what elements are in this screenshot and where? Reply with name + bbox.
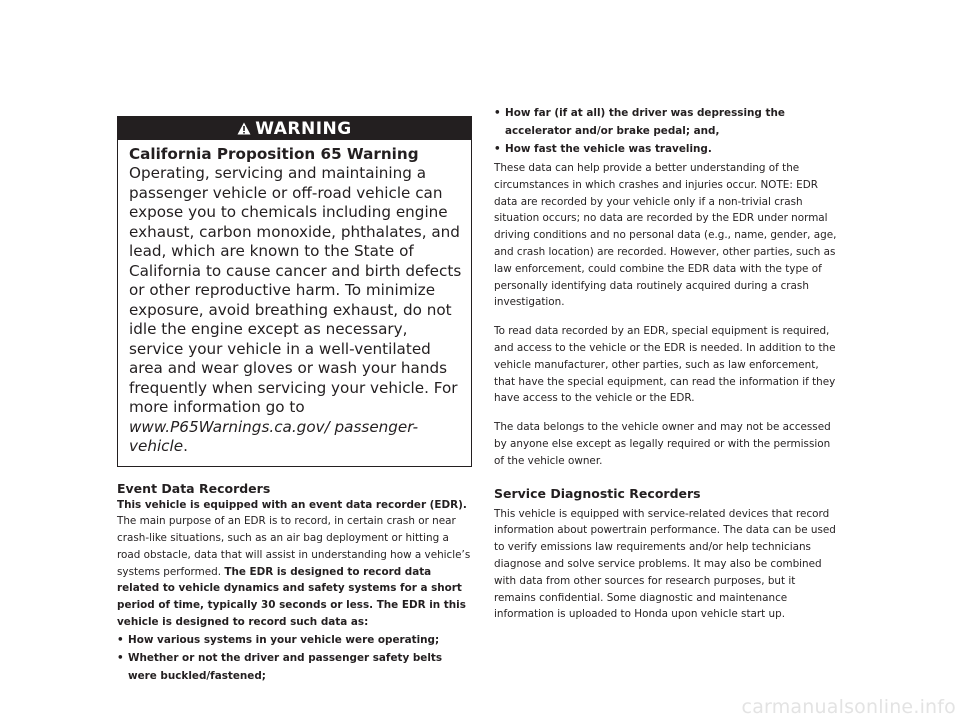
warning-header-label: WARNING <box>255 118 352 139</box>
left-column <box>117 116 472 685</box>
edr-bullets-right <box>494 104 839 158</box>
edr-paragraph-2: To read data recorded by an EDR, special equipment is required, and access to the vehicle or the EDR is needed. In addition to the vehicle manufacturer, other parties, such as law enforcement, that have the special equipment, can read the information if they have access to the vehicle or the EDR. <box>494 325 836 405</box>
edr-intro-bold: This vehicle is equipped with an event data recorder (EDR). <box>117 498 467 511</box>
list-item: • How far (if at all) the driver was depressing the accelerator and/or brake pedal; and, <box>494 104 839 140</box>
warning-text-main: Operating, servicing and maintaining a passenger vehicle or off-road vehicle can expose you to chemicals including engine exhaust, carbon monoxide, phthalates, and lead, which are known to the State of California to cause cancer and birth defects or other reproductive harm. To minimize exposure, avoid breathing exhaust, do not idle the engine except as necessary, service your vehicle in a well-ventilated area and wear gloves or wash your hands frequently when servicing your vehicle. For more information go to <box>129 164 462 416</box>
list-item: • How fast the vehicle was traveling. <box>494 140 839 158</box>
warning-period: . <box>183 437 188 455</box>
edr-intro-text: The main purpose of an EDR is to record, in certain crash or near crash-like situations, such as an air bag deployment or hitting a road obstacle, data that will assist in understanding how a vehicle’s systems performed. <box>117 515 471 578</box>
edr-heading: Event Data Recorders <box>117 480 271 496</box>
warning-header <box>118 117 471 140</box>
watermark: carmanualsonline.info <box>741 696 956 718</box>
edr-intro-bold2: The EDR is designed to record data related to vehicle dynamics and safety systems for a short period of time, typically 30 seconds or less. The EDR in this vehicle is designed to record such data as: <box>117 565 466 629</box>
warning-title: California Proposition 65 Warning <box>129 145 419 163</box>
warning-box <box>117 116 472 467</box>
warning-body <box>118 140 471 466</box>
sdr-paragraph: This vehicle is equipped with service-related devices that record information about powertrain performance. The data can be used to verify emissions law requirements and/or help technicians diagnose and solve service problems. It may also be combined with data from other sources for research purposes, but it remains confidential. Some diagnostic and maintenance information is uploaded to Honda upon vehicle start up. <box>494 507 836 621</box>
edr-paragraph-1: These data can help provide a better understanding of the circumstances in which crashes and injuries occur. NOTE: EDR data are recorded by your vehicle only if a non-trivial crash situation occurs; no data are recorded by the EDR under normal driving conditions and no personal data (e.g., name, gender, age, and crash location) are recorded. However, other parties, such as law enforcement, could combine the EDR data with the type of personally identifying data routinely acquired during a crash investigation. <box>494 162 837 309</box>
warning-link: www.P65Warnings.ca.gov/ passenger-vehicle <box>129 417 419 455</box>
edr-bullets-left <box>117 631 472 685</box>
list-item: • Whether or not the driver and passenger safety belts were buckled/fastened; <box>117 649 472 685</box>
sdr-heading: Service Diagnostic Recorders <box>494 485 701 501</box>
right-column <box>494 104 839 635</box>
list-item: • How various systems in your vehicle were operating; <box>117 631 472 649</box>
edr-paragraph-3: The data belongs to the vehicle owner and may not be accessed by anyone else except as legally required or with the permission of the vehicle owner. <box>494 421 831 467</box>
warning-text <box>129 164 464 457</box>
edr-intro <box>117 497 472 631</box>
warning-triangle-icon <box>237 122 251 135</box>
